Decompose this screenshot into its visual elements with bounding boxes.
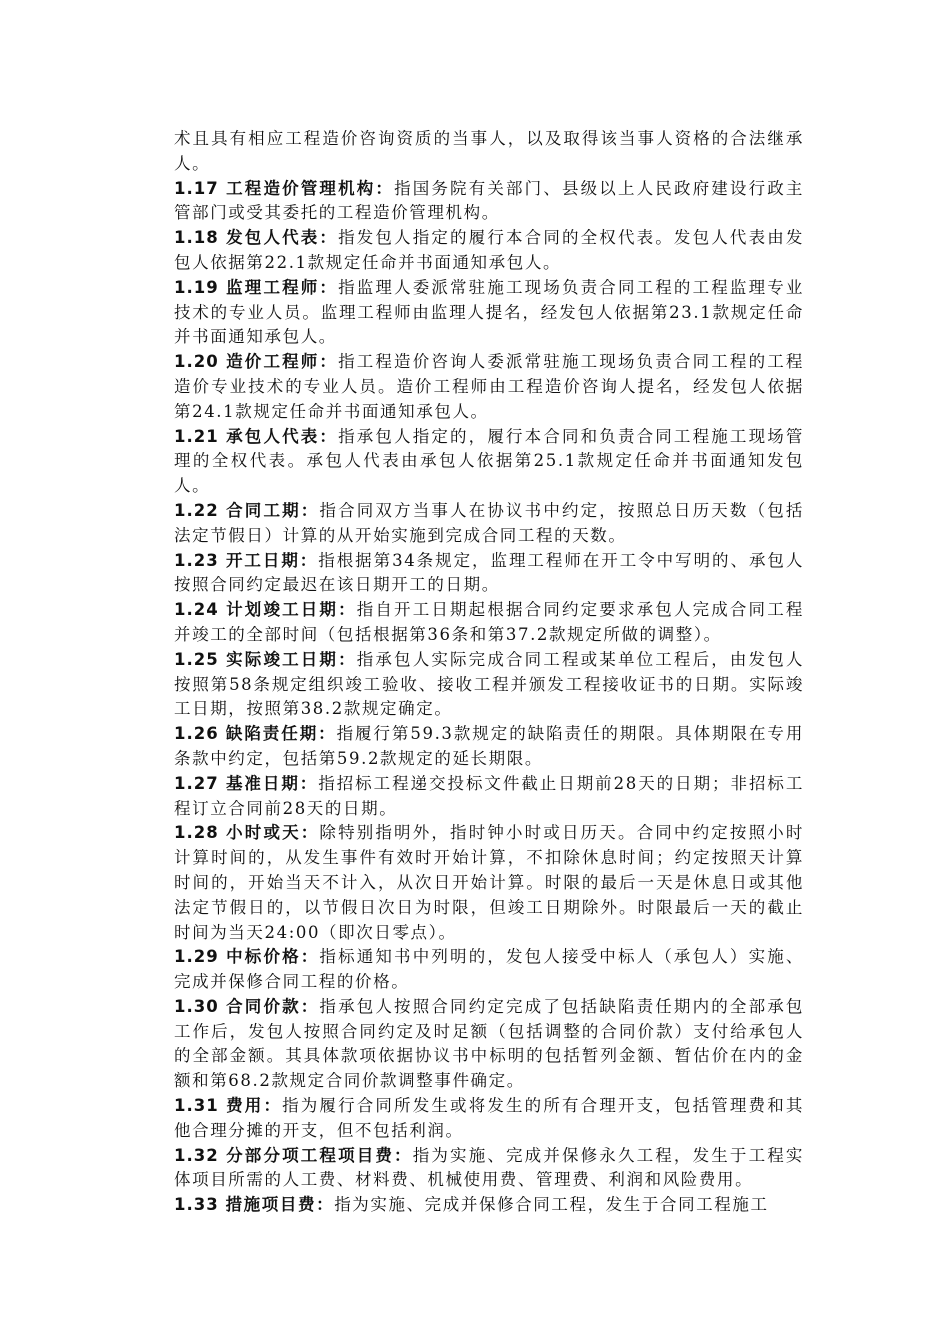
definition-text: 指为履行合同所发生或将发生的所有合理开支，包括管理费和其他合理分摊的开支，但不包括利润。 [174, 1096, 804, 1140]
definition-number: 1.28 [174, 823, 219, 843]
definition-number: 1.17 [174, 178, 219, 198]
definition-paragraph [174, 425, 804, 499]
definition-paragraph [174, 772, 804, 822]
definition-term: 发包人代表： [226, 228, 339, 248]
definition-term: 实际竣工日期： [226, 649, 357, 669]
definition-term: 费用： [226, 1096, 283, 1116]
definition-paragraph [174, 177, 804, 227]
definition-term: 分部分项工程项目费： [226, 1145, 413, 1165]
definition-text: 指招标工程递交投标文件截止日期前28天的日期；非招标工程订立合同前28天的日期。 [174, 773, 804, 818]
definition-text: 指为实施、完成并保修合同工程，发生于合同工程施工 [334, 1195, 769, 1215]
definition-text: 指监理人委派常驻施工现场负责合同工程的工程监理专业技术的专业人员。监理工程师由监理人提名，经发包人依据第23.1款规定任命并书面通知承包人。 [174, 277, 804, 347]
definition-paragraph [174, 499, 804, 549]
definition-term: 合同价款： [226, 996, 320, 1016]
definition-text: 指为实施、完成并保修永久工程，发生于工程实体项目所需的人工费、材料费、机械使用费、管理费、利润和风险费用。 [174, 1145, 804, 1190]
definition-text: 指承包人按照合同约定完成了包括缺陷责任期内的全部承包工作后，发包人按照合同约定及时足额（包括调整的合同价款）支付给承包人的全部金额。其具体款项依据协议书中标明的包括暂列金额、暂估价在内的金额和第68.2款规定合同价款调整事件确定。 [174, 996, 804, 1091]
definition-text: 指履行第59.3款规定的缺陷责任的期限。具体期限在专用条款中约定，包括第59.2款规定的延长期限。 [174, 724, 804, 768]
definition-term: 开工日期： [225, 550, 319, 570]
definition-number: 1.23 [174, 550, 219, 570]
definition-number: 1.20 [174, 352, 219, 372]
definition-paragraph [174, 1193, 804, 1218]
definition-term: 工程造价管理机构： [226, 178, 395, 198]
definition-term: 中标价格： [226, 947, 320, 967]
definition-paragraph [174, 945, 804, 995]
definition-text: 指标通知书中列明的，发包人接受中标人（承包人）实施、完成并保修合同工程的价格。 [174, 947, 804, 992]
definition-term: 计划竣工日期： [226, 600, 357, 620]
definition-paragraph [174, 722, 804, 772]
definition-number: 1.21 [174, 426, 219, 446]
definition-paragraph [174, 1144, 804, 1194]
definition-number: 1.27 [174, 773, 219, 793]
definition-text: 除特别指明外，指时钟小时或日历天。合同中约定按照小时计算时间的，从发生事件有效时开始计算，不扣除休息时间；约定按照天计算时间的，开始当天不计入，从次日开始计算。时限的最后一天是休息日或其他法定节假日的，以节假日次日为时限，但竣工日期除外。时限最后一天的截止时间为当天24:00（即次日零点）。 [174, 823, 804, 942]
definition-number: 1.25 [174, 649, 219, 669]
definition-number: 1.30 [174, 996, 219, 1016]
definition-paragraph [174, 598, 804, 648]
definition-term: 缺陷责任期： [225, 724, 337, 744]
definition-paragraph [174, 549, 804, 599]
definition-paragraph [174, 1094, 804, 1144]
definition-text: 指国务院有关部门、县级以上人民政府建设行政主管部门或受其委托的工程造价管理机构。 [174, 178, 804, 223]
definition-text: 指承包人实际完成合同工程或某单位工程后，由发包人按照第58条规定组织竣工验收、接收工程并颁发工程接收证书的日期。实际竣工日期，按照第38.2款规定确定。 [174, 649, 804, 719]
definition-paragraph [174, 648, 804, 722]
definition-term: 造价工程师： [226, 352, 339, 372]
definition-term: 合同工期： [226, 500, 320, 520]
definition-number: 1.29 [174, 947, 219, 967]
definition-number: 1.32 [174, 1145, 219, 1165]
definition-number: 1.22 [174, 500, 219, 520]
definition-number: 1.31 [174, 1096, 219, 1116]
definition-number: 1.19 [174, 277, 219, 297]
definition-number: 1.33 [174, 1195, 219, 1215]
definition-text: 指自开工日期起根据合同约定要求承包人完成合同工程并竣工的全部时间（包括根据第36条和第37.2款规定所做的调整）。 [174, 600, 804, 644]
definition-text: 指发包人指定的履行本合同的全权代表。发包人代表由发包人依据第22.1款规定任命并书面通知承包人。 [174, 228, 804, 272]
definition-term: 小时或天： [226, 823, 320, 843]
intro-paragraph: 术且具有相应工程造价咨询资质的当事人，以及取得该当事人资格的合法继承人。 [174, 129, 804, 173]
definition-term: 监理工程师： [226, 277, 339, 297]
definition-term: 承包人代表： [226, 426, 339, 446]
definition-paragraph [174, 995, 804, 1094]
definition-paragraph [174, 276, 804, 350]
definitions-list [174, 177, 804, 1218]
definition-paragraph [174, 350, 804, 424]
definition-term: 基准日期： [225, 773, 319, 793]
definition-number: 1.24 [174, 600, 219, 620]
definition-text: 指合同双方当事人在协议书中约定，按照总日历天数（包括法定节假日）计算的从开始实施到完成合同工程的天数。 [174, 500, 804, 545]
definition-text: 指承包人指定的，履行本合同和负责合同工程施工现场管理的全权代表。承包人代表由承包人依据第25.1款规定任命并书面通知发包人。 [174, 426, 804, 496]
definition-text: 指根据第34条规定，监理工程师在开工令中写明的、承包人按照合同约定最迟在该日期开工的日期。 [174, 550, 804, 595]
definition-text: 指工程造价咨询人委派常驻施工现场负责合同工程的工程造价专业技术的专业人员。造价工程师由工程造价咨询人提名，经发包人依据第24.1款规定任命并书面通知承包人。 [174, 352, 804, 421]
definition-number: 1.26 [174, 724, 219, 744]
document-page [174, 127, 804, 1218]
definition-term: 措施项目费： [225, 1195, 335, 1215]
definition-number: 1.18 [174, 228, 219, 248]
definition-paragraph [174, 821, 804, 945]
definition-paragraph [174, 226, 804, 276]
